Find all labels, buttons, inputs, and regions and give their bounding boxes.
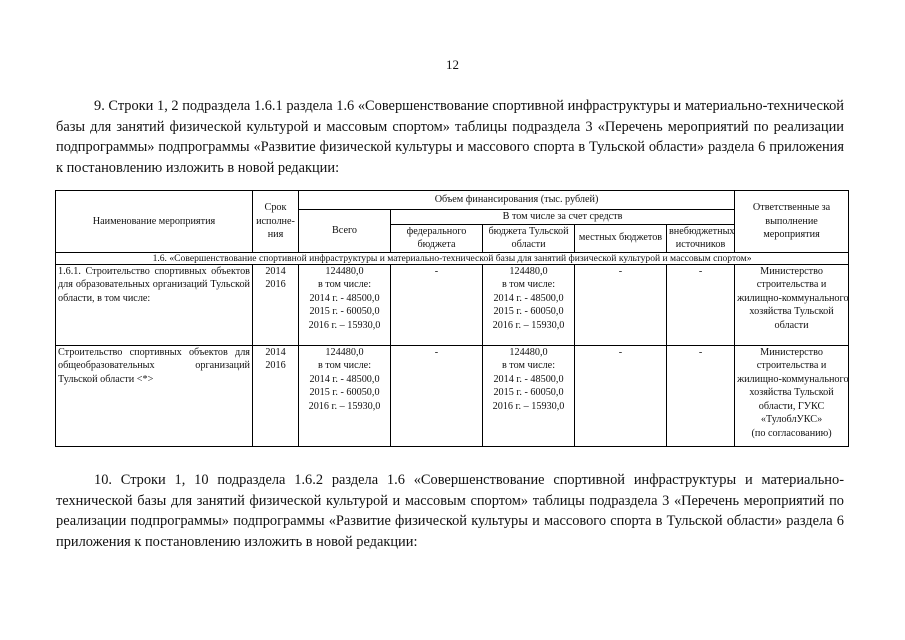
paragraph-9-text: 9. Строки 1, 2 подраздела 1.6.1 раздела 1.6 «Совершенствование спортивной инфраструктуры и материально-технической базы для занятий физической культурой и массовым спортом» таблицы подраздела 3 «Перечень мероприятий по реализации подпрограммы» подпрограммы «Развитие физической культуры и массового спорта в Тульской области» раздела 6 приложения к постановлению изложить в новой редакции: [56,98,844,176]
header-federal: федерального бюджета [391,224,483,252]
section-title: 1.6. «Совершенствование спортивной инфраструктуры и материально-технической базы для занятий физической культурой и массовым спортом» [56,252,849,264]
table-row [56,345,849,446]
paragraph-10 [56,470,844,552]
row-responsible: Министерство строительства и жилищно-коммунального хозяйства Тульской области [735,264,849,345]
header-local: местных бюджетов [575,224,667,252]
table-row [56,264,849,345]
row-extra: - [667,345,735,446]
row-extra: - [667,264,735,345]
row-regional: 124480,0 в том числе: 2014 г. - 48500,0 2015 г. - 60050,0 2016 г. – 15930,0 [483,345,575,446]
header-term: Срок исполне-ния [253,191,299,253]
row-local: - [575,345,667,446]
row-regional: 124480,0 в том числе: 2014 г. - 48500,0 2015 г. - 60050,0 2016 г. – 15930,0 [483,264,575,345]
paragraph-10-text: 10. Строки 1, 10 подраздела 1.6.2 раздела 1.6 «Совершенствование спортивной инфраструктуры и материально-технической базы для занятий физической культурой и массовым спортом» таблицы подраздела 3 «Перечень мероприятий по реализации подпрограммы» подпрограммы «Развитие физической культуры и массового спорта в Тульской области» раздела 6 приложения к постановлению изложить в новой редакции: [56,472,844,550]
row-name: 1.6.1. Строительство спортивных объектов для образовательных организаций Тульской области, в том числе: [56,264,253,345]
header-total: Всего [299,210,391,253]
header-regional: бюджета Тульской области [483,224,575,252]
row-total: 124480,0 в том числе: 2014 г. - 48500,0 2015 г. - 60050,0 2016 г. – 15930,0 [299,264,391,345]
header-responsible: Ответственные за выполнение мероприятия [735,191,849,253]
row-name: Строительство спортивных объектов для общеобразовательных организаций Тульской области <*> [56,345,253,446]
header-volume: Объем финансирования (тыс. рублей) [299,191,735,210]
header-including: В том числе за счет средств [391,210,735,225]
page-number: 12 [446,57,459,72]
funding-table [55,190,849,447]
row-years: 2014 2016 [253,345,299,446]
header-name: Наименование мероприятия [56,191,253,253]
row-local: - [575,264,667,345]
row-federal: - [391,264,483,345]
row-responsible: Министерство строительства и жилищно-коммунального хозяйства Тульской области, ГУКС «ТулоблУКС» (по согласованию) [735,345,849,446]
header-extra: внебюджетных источников [667,224,735,252]
row-years: 2014 2016 [253,264,299,345]
row-total: 124480,0 в том числе: 2014 г. - 48500,0 2015 г. - 60050,0 2016 г. – 15930,0 [299,345,391,446]
row-federal: - [391,345,483,446]
paragraph-9 [56,96,844,178]
